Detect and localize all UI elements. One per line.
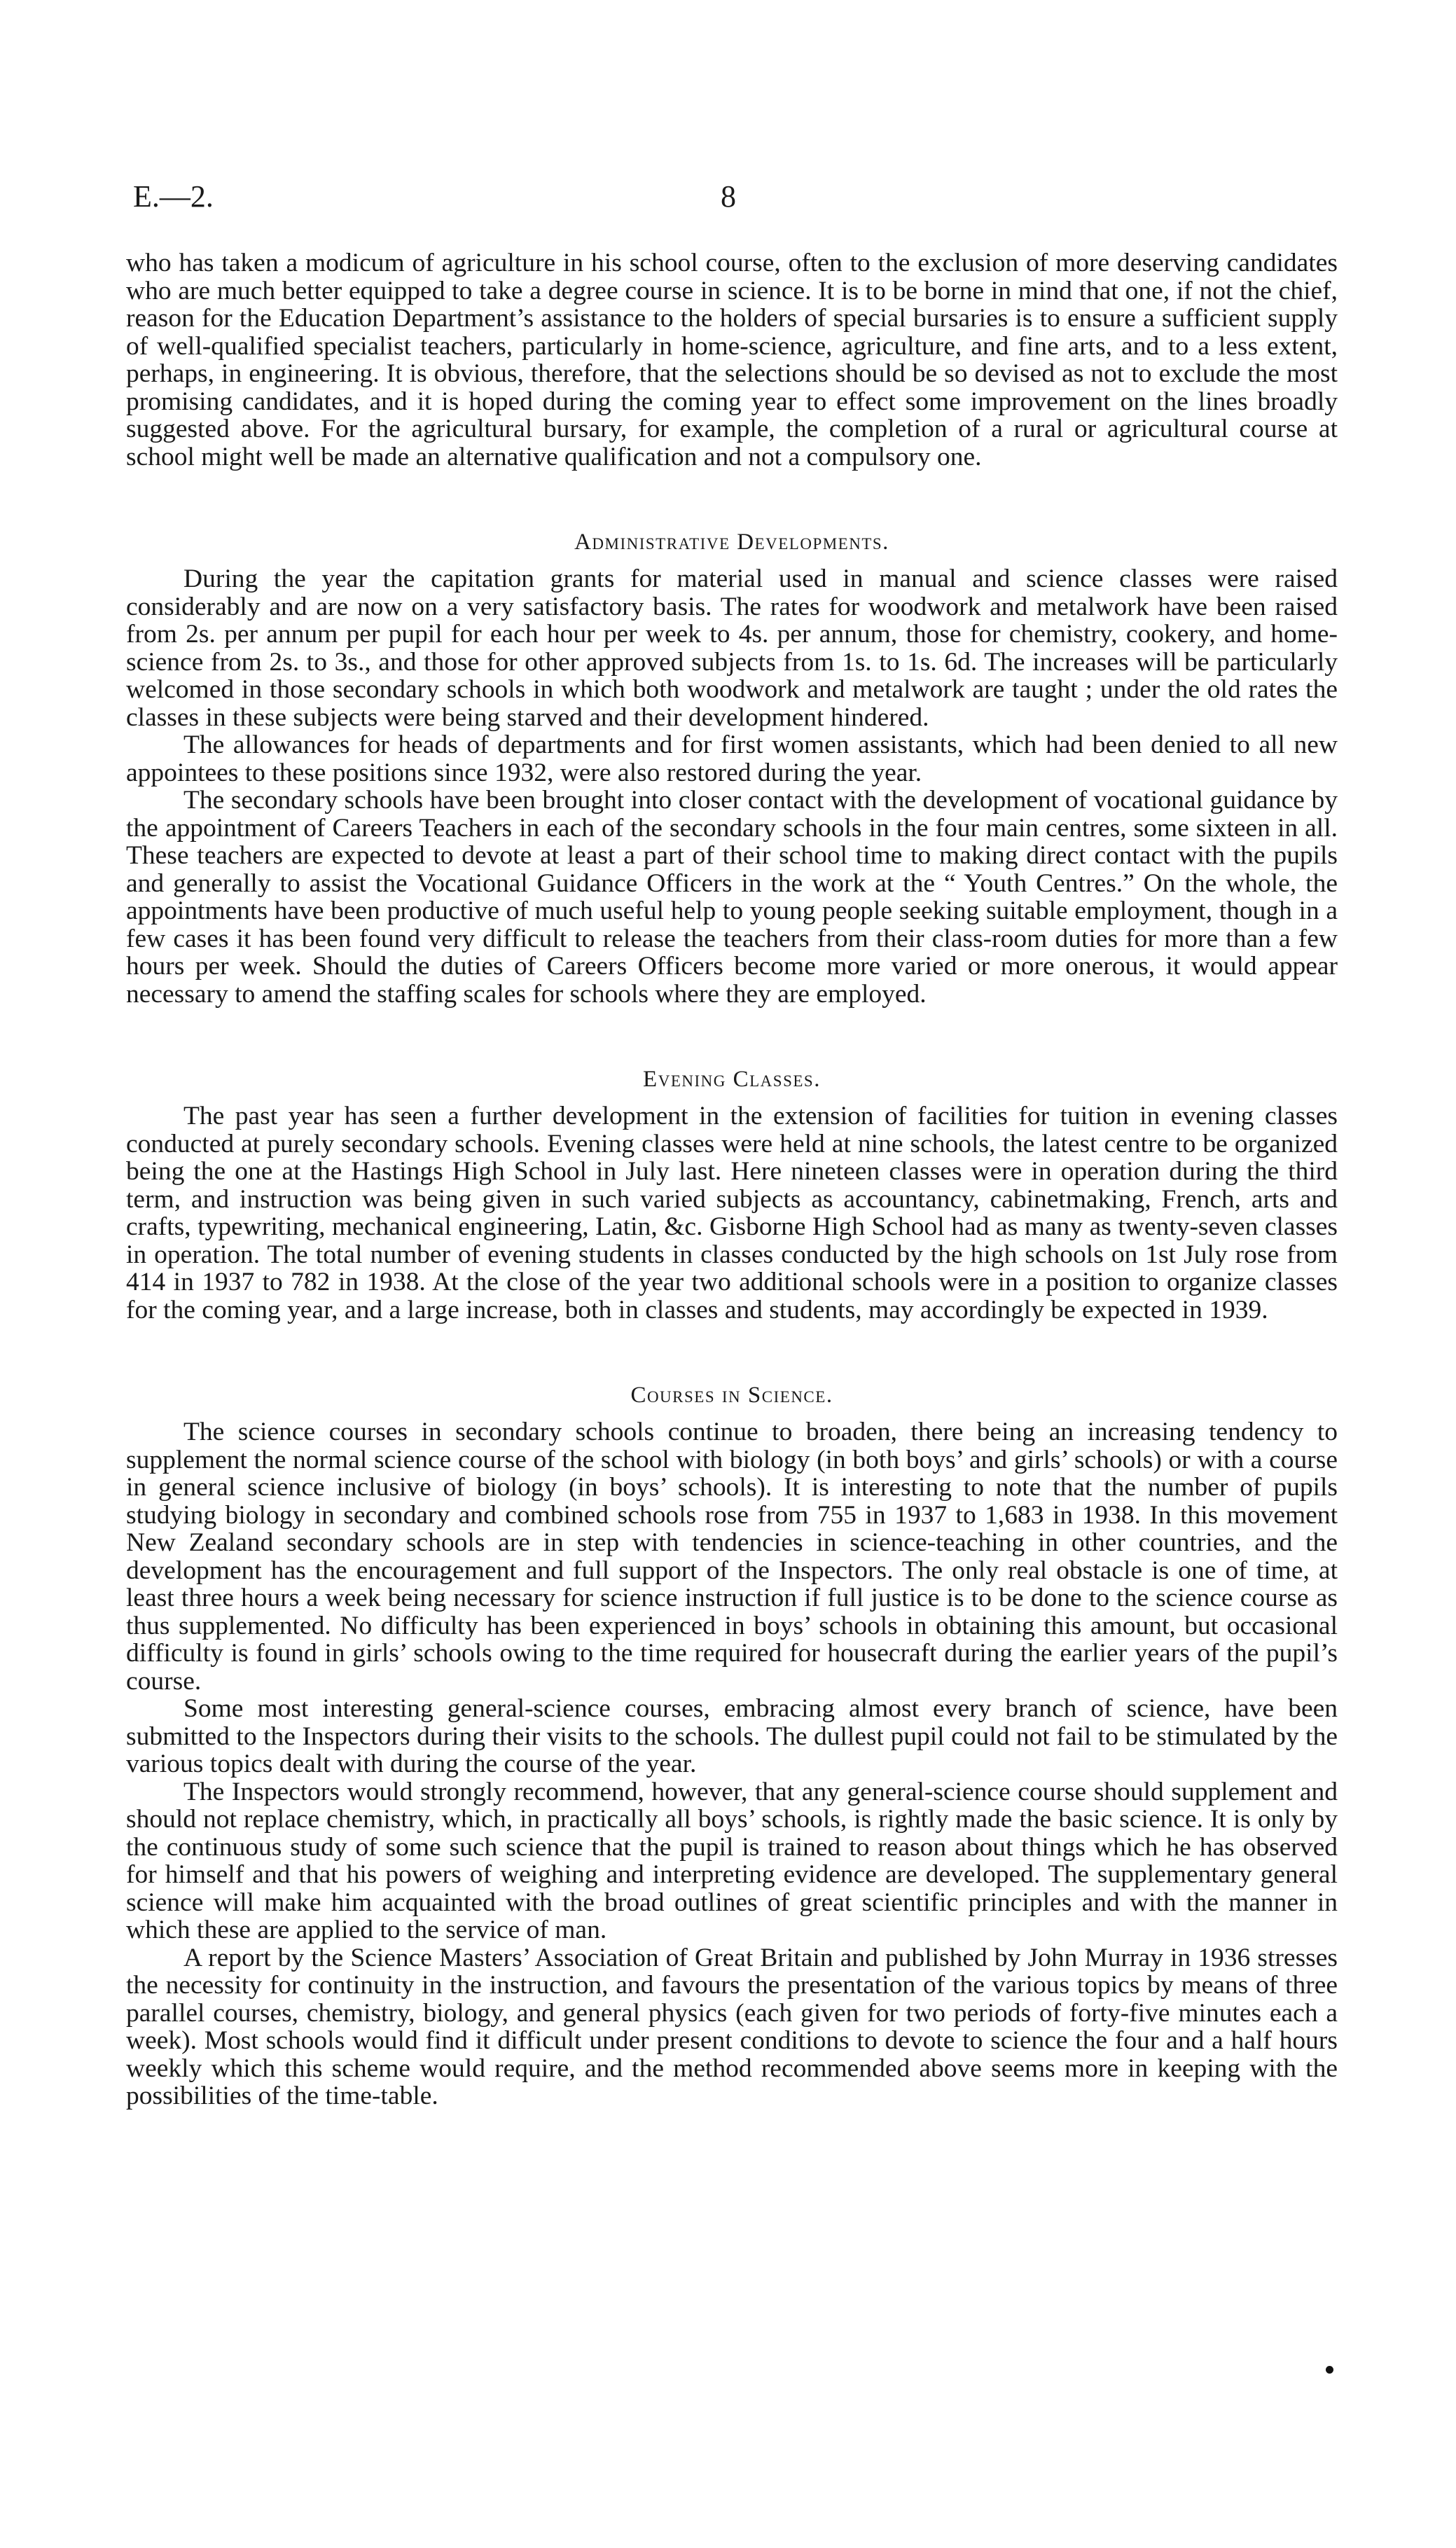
document-body bbox=[126, 249, 1338, 2110]
intro-paragraph: who has taken a modicum of agriculture in his school course, often to the exclusion of more deserving candidates who are much better equipped to take a degree course in science. It is to be borne in mind that one, if not the chief, reason for the Education Department’s assistance to the holders of special bursaries is to ensure a sufficient supply of well-qualified specialist teachers, particularly in home-science, agriculture, and fine arts, and to a less extent, perhaps, in engineering. It is obvious, therefore, that the selections should be so devised as not to exclude the most promising candidates, and it is hoped during the coming year to effect some improvement on the lines broadly suggested above. For the agricultural bursary, for example, the completion of a rural or agricultural course at school might well be made an alternative qualification and not a compulsory one. bbox=[126, 249, 1338, 471]
section-heading-administrative: Administrative Developments. bbox=[574, 529, 889, 555]
section-heading-evening: Evening Classes. bbox=[643, 1067, 821, 1092]
paragraph: The Inspectors would strongly recommend, however, that any general-science course should supplement and should not replace chemistry, which, in practically all boys’ schools, is rightly made the basic science. It is only by the continuous study of some such science that the pupil is trained to reason about things which he has observed for himself and that his powers of weighing and interpreting evidence are developed. The supplementary general science will make him acquainted with the broad outlines of great scientific principles and with the manner in which these are applied to the service of man. bbox=[126, 1777, 1338, 1944]
page-number: 8 bbox=[721, 179, 736, 214]
series-code: E.—2. bbox=[133, 179, 214, 214]
paragraph: The science courses in secondary schools continue to broaden, there being an increasing tendency to supplement the normal science course of the school with biology (in both boys’ and girls’ schools) or with a course in general science inclusive of biology (in boys’ schools). It is interesting to note that the number of pupils studying biology in secondary and combined schools rose from 755 in 1937 to 1,683 in 1938. In this movement New Zealand secondary schools are in step with tendencies in science-teaching in other countries, and the development has the encouragement and full support of the Inspectors. The only real obstacle is one of time, at least three hours a week being necessary for science instruction if full justice is to be done to the science course as thus supplemented. No difficulty has been experienced in boys’ schools in obtaining this amount, but occasional difficulty is found in girls’ schools owing to the time required for housecraft during the earlier years of the pupil’s course. bbox=[126, 1418, 1338, 1696]
paragraph: A report by the Science Masters’ Association of Great Britain and published by John Murray in 1936 stresses the necessity for continuity in the instruction, and favours the presentation of the various topics by means of three parallel courses, chemistry, biology, and general physics (each given for two periods of forty-five minutes each a week). Most schools would find it difficult under present conditions to devote to science the four and a half hours weekly which this scheme would require, and the method recommended above seems more in keeping with the possibilities of the time-table. bbox=[126, 1943, 1338, 2110]
paragraph: The past year has seen a further development in the extension of facilities for tuition in evening classes conducted at purely secondary schools. Evening classes were held at nine schools, the latest centre to be organized being the one at the Hastings High School in July last. Here nineteen classes were in operation during the third term, and instruction was being given in such varied subjects as accountancy, cabinetmaking, French, arts and crafts, typewriting, mechanical engineering, Latin, &c. Gisborne High School had as many as twenty-seven classes in operation. The total number of evening students in classes conducted by the high schools on 1st July rose from 414 in 1937 to 782 in 1938. At the close of the year two additional schools were in a position to organize classes for the coming year, and a large increase, both in classes and students, may accordingly be expected in 1939. bbox=[126, 1102, 1338, 1324]
paragraph: The allowances for heads of departments and for first women assistants, which had been denied to all new appointees to these positions since 1932, were also restored during the year. bbox=[126, 731, 1338, 787]
page-header bbox=[126, 179, 1331, 221]
paragraph: The secondary schools have been brought into closer contact with the development of vocational guidance by the appointment of Careers Teachers in each of the secondary schools in the four main centres, some sixteen in all. These teachers are expected to devote at least a part of their school time to making direct contact with the pupils and generally to assist the Vocational Guidance Officers in the work at the “ Youth Centres.” On the whole, the appointments have been productive of much useful help to young people seeking suitable employment, though in a few cases it has been found very difficult to release the teachers from their class-room duties for more than a few hours per week. Should the duties of Careers Officers become more varied or more onerous, it would appear necessary to amend the staffing scales for schools where they are employed. bbox=[126, 786, 1338, 1009]
paragraph: Some most interesting general-science courses, embracing almost every branch of science, have been submitted to the Inspectors during their visits to the schools. The dullest pupil could not fail to be stimulated by the various topics dealt with during the course of the year. bbox=[126, 1694, 1338, 1778]
page-end-dot bbox=[1326, 2366, 1333, 2374]
section-heading-science: Courses in Science. bbox=[630, 1383, 833, 1408]
paragraph: During the year the capitation grants for material used in manual and science classes were raised considerably and are now on a very satisfactory basis. The rates for woodwork and metalwork have been raised from 2s. per annum per pupil for each hour per week to 4s. per annum, those for chemistry, cookery, and home-science from 2s. to 3s., and those for other approved subjects from 1s. to 1s. 6d. The increases will be particularly welcomed in those secondary schools in which both woodwork and metalwork are taught ; under the old rates the classes in these subjects were being starved and their development hindered. bbox=[126, 565, 1338, 732]
